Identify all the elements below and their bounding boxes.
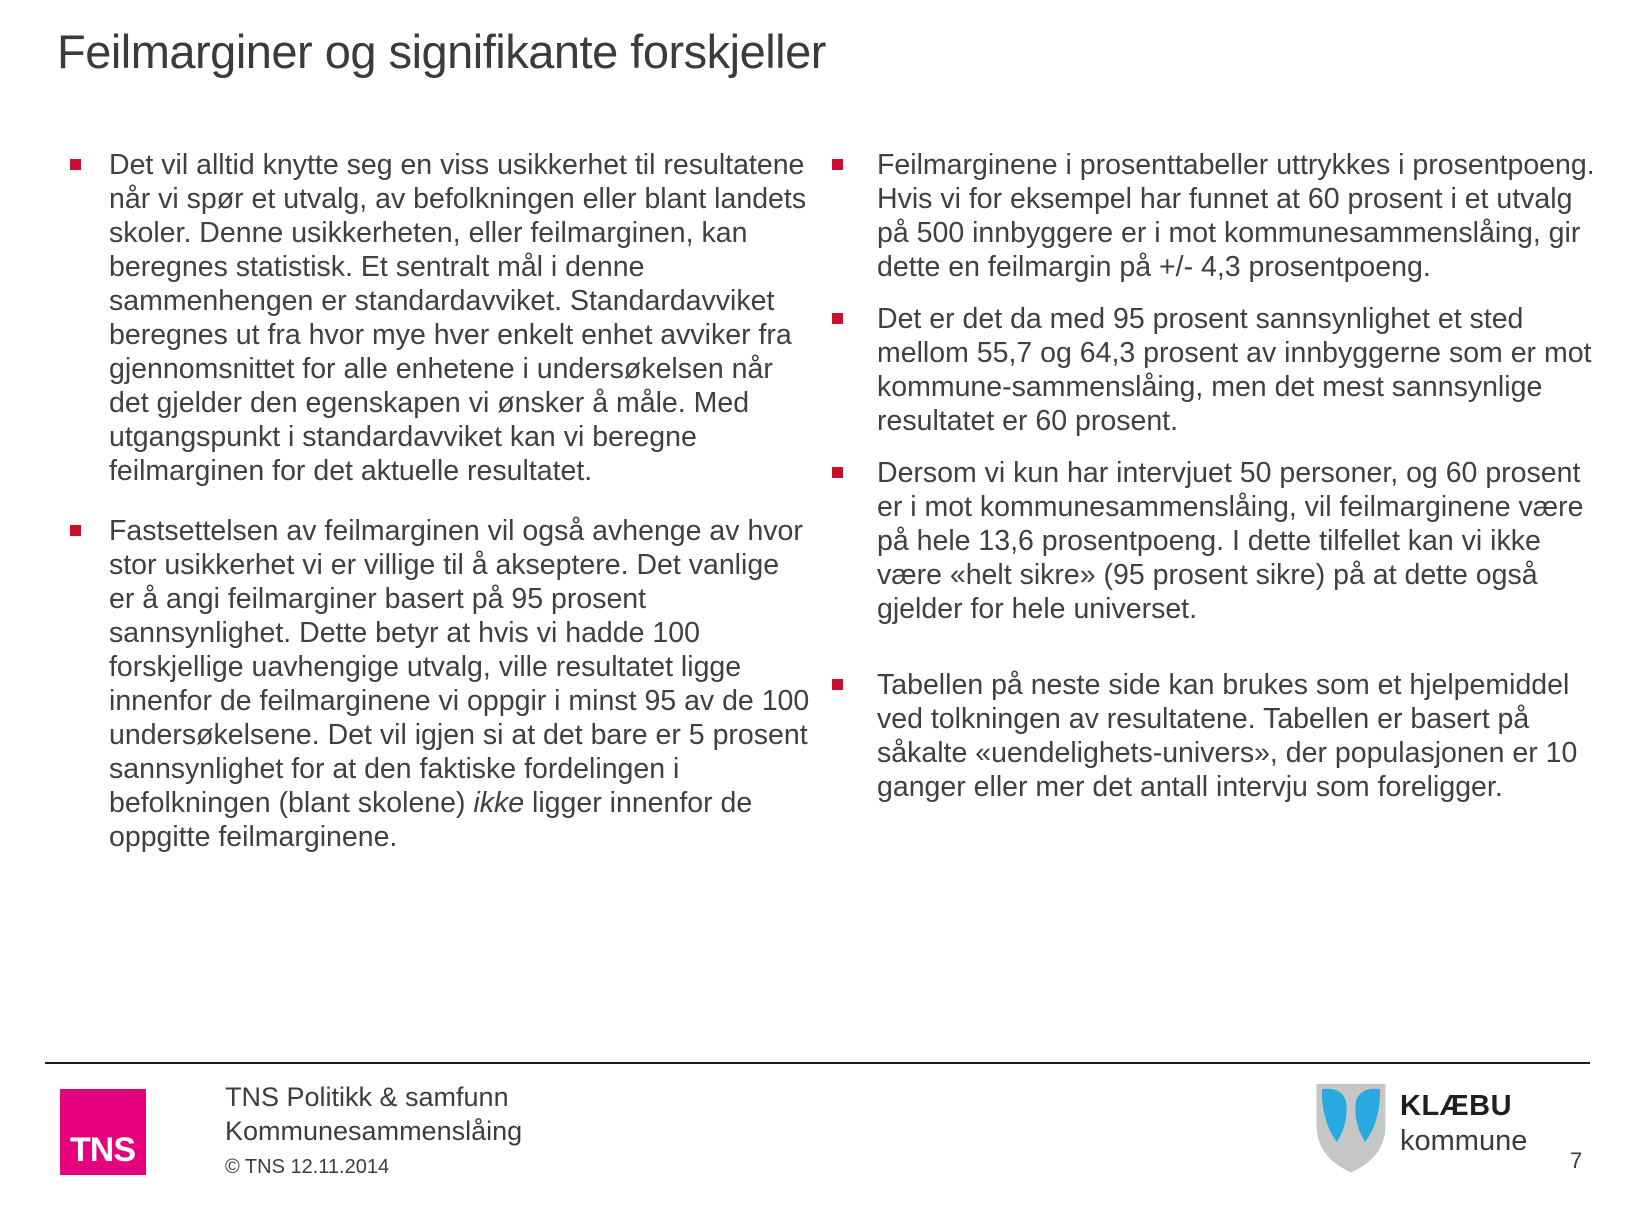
footer-divider bbox=[45, 1062, 1590, 1064]
bullet-square-icon bbox=[832, 679, 843, 690]
bullet-text: Dersom vi kun har intervjuet 50 personer, og 60 prosent er i mot kommunesammenslåing, vil feilmarginene være på hele 13,6 prosentpoeng. I dette tilfellet kan vi ikke være «helt sikre» (95 prosent sikre) på at dette også gjelder for hele universet. bbox=[877, 457, 1584, 625]
municipality-name: KLÆBU bbox=[1400, 1090, 1513, 1122]
municipality-label bbox=[1400, 1088, 1527, 1158]
footer-text-block bbox=[225, 1080, 522, 1179]
tns-logo-text: TNS bbox=[70, 1131, 135, 1169]
bullet-square-icon bbox=[832, 313, 843, 324]
bullet-item bbox=[832, 668, 1600, 804]
bullet-item bbox=[832, 302, 1600, 438]
bullet-text: Tabellen på neste side kan brukes som et hjelpemiddel ved tolkningen av resultatene. Tabellen er basert på såkalte «uendelighets-univers», der populasjonen er 10 ganger eller mer det antall intervju som foreligger. bbox=[877, 669, 1578, 803]
municipality-subname: kommune bbox=[1400, 1125, 1528, 1157]
right-column bbox=[832, 148, 1600, 822]
footer-project-line: Kommunesammenslåing bbox=[225, 1116, 523, 1146]
left-column bbox=[70, 148, 812, 880]
bullet-item bbox=[832, 456, 1600, 626]
tns-logo bbox=[60, 1089, 146, 1175]
bullet-item bbox=[832, 148, 1600, 284]
bullet-text: Det er det da med 95 prosent sannsynlighet et sted mellom 55,7 og 64,3 prosent av innbyggerne som er mot kommune-sammenslåing, men det mest sannsynlige resultatet er 60 prosent. bbox=[877, 303, 1592, 437]
bullet-item bbox=[70, 148, 812, 488]
bullet-text: Det vil alltid knytte seg en viss usikkerhet til resultatene når vi spør et utvalg, av befolkningen eller blant landets skoler. Denne usikkerheten, eller feilmarginen, kan beregnes statistisk. Et sentralt mål i denne sammenhengen er standardavviket. Standardavviket beregnes ut fra hvor mye hver enkelt enhet avviker fra gjennomsnittet for alle enhetene i undersøkelsen når det gjelder den egenskapen vi ønsker å måle. Med utgangspunkt i standardavviket kan vi beregne feilmarginen for det aktuelle resultatet. bbox=[109, 149, 807, 487]
klaebu-crest-icon bbox=[1310, 1080, 1392, 1174]
bullet-text-part: Fastsettelsen av feilmarginen vil også avhenge av hvor stor usikkerhet vi er villige til å akseptere. Det vanlige er å angi feilmarginer basert på 95 prosent sannsynlighet. Dette betyr at hvis vi hadde 100 forskjellige uavhengige utvalg, ville resultatet ligge innenfor de feilmarginene vi oppgir i minst 95 av de 100 undersøkelsene. Det vil igjen si at det bare er 5 prosent sannsynlighet for at den faktiske fordelingen i befolkningen (blant skolene) bbox=[109, 515, 810, 819]
page-title: Feilmarginer og signifikante forskjeller bbox=[57, 25, 826, 78]
bullet-square-icon bbox=[832, 159, 843, 170]
page-number: 7 bbox=[1570, 1148, 1583, 1173]
bullet-square-icon bbox=[70, 159, 81, 170]
bullet-text-part: ligger innenfor de oppgitte feilmarginene. bbox=[109, 787, 753, 853]
bullet-text-italic: ikke bbox=[473, 787, 525, 819]
bullet-text: Feilmarginene i prosenttabeller uttrykkes i prosentpoeng. Hvis vi for eksempel har funnet at 60 prosent i et utvalg på 500 innbyggere er i mot kommunesammenslåing, gir dette en feilmargin på +/- 4,3 prosentpoeng. bbox=[877, 149, 1595, 283]
bullet-square-icon bbox=[832, 467, 843, 478]
footer-copyright: © TNS 12.11.2014 bbox=[225, 1156, 390, 1178]
bullet-text bbox=[109, 514, 812, 854]
bullet-square-icon bbox=[70, 525, 81, 536]
bullet-item bbox=[70, 514, 812, 854]
footer-org-line: TNS Politikk & samfunn bbox=[225, 1082, 509, 1112]
